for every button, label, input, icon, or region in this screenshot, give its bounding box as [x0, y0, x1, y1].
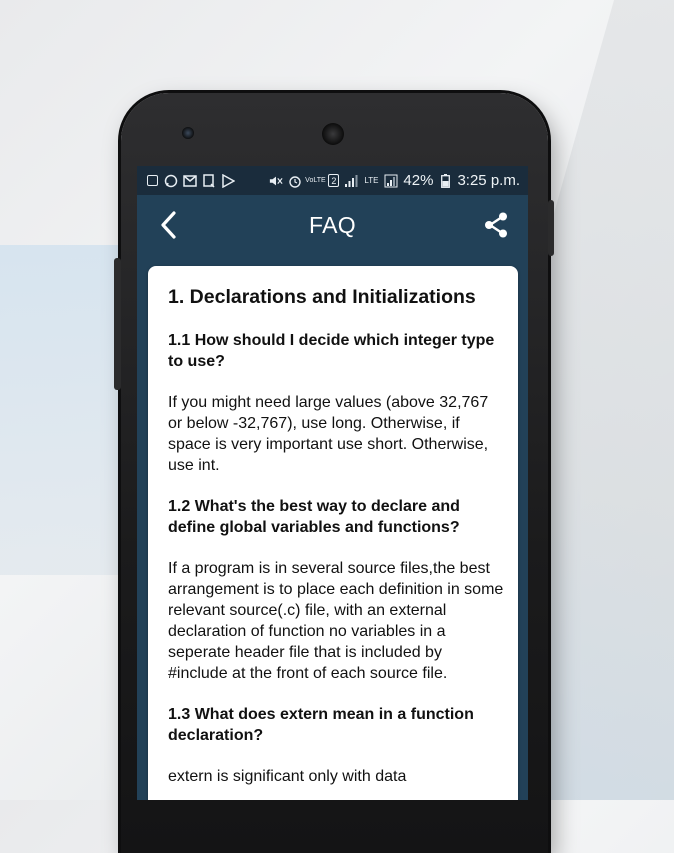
battery-percentage: 42%: [403, 172, 434, 189]
lte-icon: LTE: [364, 176, 379, 185]
page-title: FAQ: [309, 211, 356, 238]
faq-content: [168, 284, 504, 800]
gmail-icon: [183, 174, 197, 188]
faq-answer: If a program is in several source files,the best arrangement is to place each definition in some relevant source(.c) file, with an external declaration of function no variables in a seperate header file that is included by #include at the front of each source file.: [168, 560, 504, 682]
play-store-icon: [221, 174, 235, 188]
download-icon: [202, 174, 216, 188]
mute-icon: [269, 174, 283, 188]
battery-icon: [438, 174, 452, 188]
sim2-icon: 2: [328, 174, 339, 187]
front-camera: [182, 127, 194, 139]
status-bar-notifications: [145, 174, 235, 188]
phone-screen: [137, 166, 528, 800]
faq-question: 1.2 What's the best way to declare and define global variables and functions?: [168, 498, 460, 536]
phone-volume-button: [114, 258, 121, 390]
faq-question: 1.3 What does extern mean in a function declaration?: [168, 706, 474, 744]
share-icon: [482, 211, 510, 239]
whatsapp-icon: [164, 174, 178, 188]
faq-question: 1.1 How should I decide which integer type to use?: [168, 332, 495, 370]
chevron-left-icon: [159, 211, 177, 239]
app-bar: [137, 195, 528, 255]
background-shape-left: [0, 245, 130, 575]
image-icon: [145, 174, 159, 188]
alarm-icon: [288, 174, 302, 188]
section-heading: 1. Declarations and Initializations: [168, 286, 476, 308]
back-button[interactable]: [153, 209, 183, 241]
status-time: 3:25 p.m.: [457, 172, 520, 189]
signal2-icon: [384, 174, 398, 188]
phone-power-button: [548, 200, 554, 256]
signal-icon: [344, 174, 358, 188]
faq-answer: extern is significant only with data: [168, 768, 407, 785]
volte-icon: VoLTE: [305, 177, 326, 184]
faq-answer: If you might need large values (above 32,767 or below -32,767), use long. Otherwise, if space is very important use short. Otherwise, use int.: [168, 394, 489, 474]
faq-card[interactable]: [148, 266, 518, 800]
earpiece-speaker: [322, 123, 344, 145]
share-button[interactable]: [480, 209, 512, 241]
status-bar-system: [269, 172, 520, 189]
status-bar: [137, 166, 528, 195]
